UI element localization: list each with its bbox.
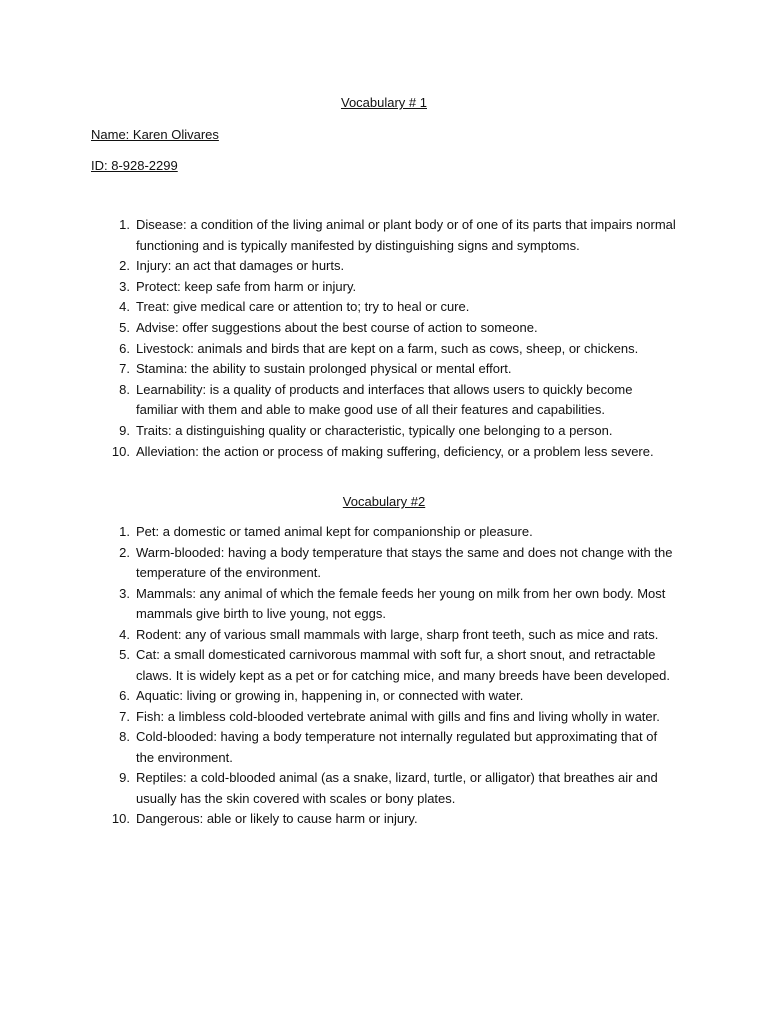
item-definition: Disease: a condition of the living animal or plant body or of one of its parts that impairs normal functioning and is typically manifested by distinguishing signs and symptoms. — [136, 217, 676, 253]
item-number: 8. — [119, 729, 130, 744]
list-item — [0, 442, 768, 463]
item-number: 3. — [119, 278, 130, 294]
list-item — [0, 297, 768, 318]
list-item — [0, 625, 768, 646]
item-number: 6. — [119, 688, 130, 703]
item-number: 2. — [119, 258, 130, 274]
vocabulary-1-title: Vocabulary # 1 — [340, 95, 427, 110]
item-definition: Dangerous: able or likely to cause harm or injury. — [136, 811, 418, 826]
item-definition: Rodent: any of various small mammals with large, sharp front teeth, such as mice and rats. — [136, 626, 659, 642]
item-definition: Protect: keep safe from harm or injury. — [136, 278, 357, 294]
item-definition: Treat: give medical care or attention to; try to heal or cure. — [136, 299, 470, 315]
student-name: Name: Karen Olivares — [91, 127, 219, 142]
student-id: ID: 8-928-2299 — [91, 158, 178, 173]
item-definition: Pet: a domestic or tamed animal kept for companionship or pleasure. — [136, 524, 533, 539]
list-item — [0, 809, 768, 830]
list-item — [0, 584, 768, 625]
item-number: 9. — [119, 770, 130, 785]
vocabulary-2-list — [0, 522, 768, 830]
list-item — [0, 339, 768, 360]
item-number: 3. — [119, 585, 130, 601]
list-item — [0, 543, 768, 584]
item-definition: Fish: a limbless cold-blooded vertebrate animal with gills and fins and living wholly in water. — [136, 708, 660, 724]
item-number: 10. — [111, 443, 130, 459]
item-number: 4. — [119, 626, 130, 642]
item-definition: Reptiles: a cold-blooded animal (as a snake, lizard, turtle, or alligator) that breathes air and usually has the skin covered with scales or bony plates. — [136, 770, 658, 806]
item-definition: Advise: offer suggestions about the best course of action to someone. — [136, 319, 538, 335]
list-item — [0, 215, 768, 256]
item-number: 6. — [119, 340, 130, 356]
item-definition: Mammals: any animal of which the female feeds her young on milk from her own body. Most mammals give birth to live young, not eggs. — [136, 585, 666, 621]
list-item — [0, 359, 768, 380]
item-definition: Livestock: animals and birds that are kept on a farm, such as cows, sheep, or chickens. — [136, 340, 639, 356]
list-item — [0, 727, 768, 768]
item-number: 7. — [119, 361, 130, 377]
item-number: 8. — [119, 381, 130, 397]
list-item — [0, 768, 768, 809]
list-item — [0, 686, 768, 707]
vocabulary-2-title: Vocabulary #2 — [342, 494, 426, 509]
item-definition: Stamina: the ability to sustain prolonged physical or mental effort. — [136, 361, 512, 377]
item-definition: Traits: a distinguishing quality or characteristic, typically one belonging to a person. — [136, 422, 613, 438]
item-number: 2. — [119, 544, 130, 560]
item-definition: Cold-blooded: having a body temperature not internally regulated but approximating that of the environment. — [136, 729, 658, 765]
item-number: 7. — [119, 708, 130, 724]
list-item — [0, 645, 768, 686]
list-item — [0, 522, 768, 543]
list-item — [0, 380, 768, 421]
item-definition: Injury: an act that damages or hurts. — [136, 258, 345, 274]
item-definition: Cat: a small domesticated carnivorous mammal with soft fur, a short snout, and retractable claws. It is widely kept as a pet or for catching mice, and many breeds have been developed. — [136, 647, 671, 683]
item-number: 5. — [119, 319, 130, 335]
item-number: 5. — [119, 647, 130, 662]
item-definition: Warm-blooded: having a body temperature that stays the same and does not change with the temperature of the environment. — [136, 544, 673, 580]
vocabulary-1-list — [0, 215, 768, 462]
list-item — [0, 421, 768, 442]
list-item — [0, 277, 768, 298]
item-number: 1. — [119, 217, 130, 232]
item-number: 9. — [119, 422, 130, 438]
list-item — [0, 707, 768, 728]
item-definition: Aquatic: living or growing in, happening in, or connected with water. — [136, 688, 524, 703]
item-number: 1. — [119, 524, 130, 539]
item-number: 10. — [111, 811, 130, 826]
list-item — [0, 256, 768, 277]
item-number: 4. — [119, 299, 130, 315]
item-definition: Learnability: is a quality of products and interfaces that allows users to quickly become familiar with them and able to make good use of all their features and capabilities. — [136, 381, 633, 418]
item-definition: Alleviation: the action or process of making suffering, deficiency, or a problem less severe. — [136, 443, 654, 459]
list-item — [0, 318, 768, 339]
